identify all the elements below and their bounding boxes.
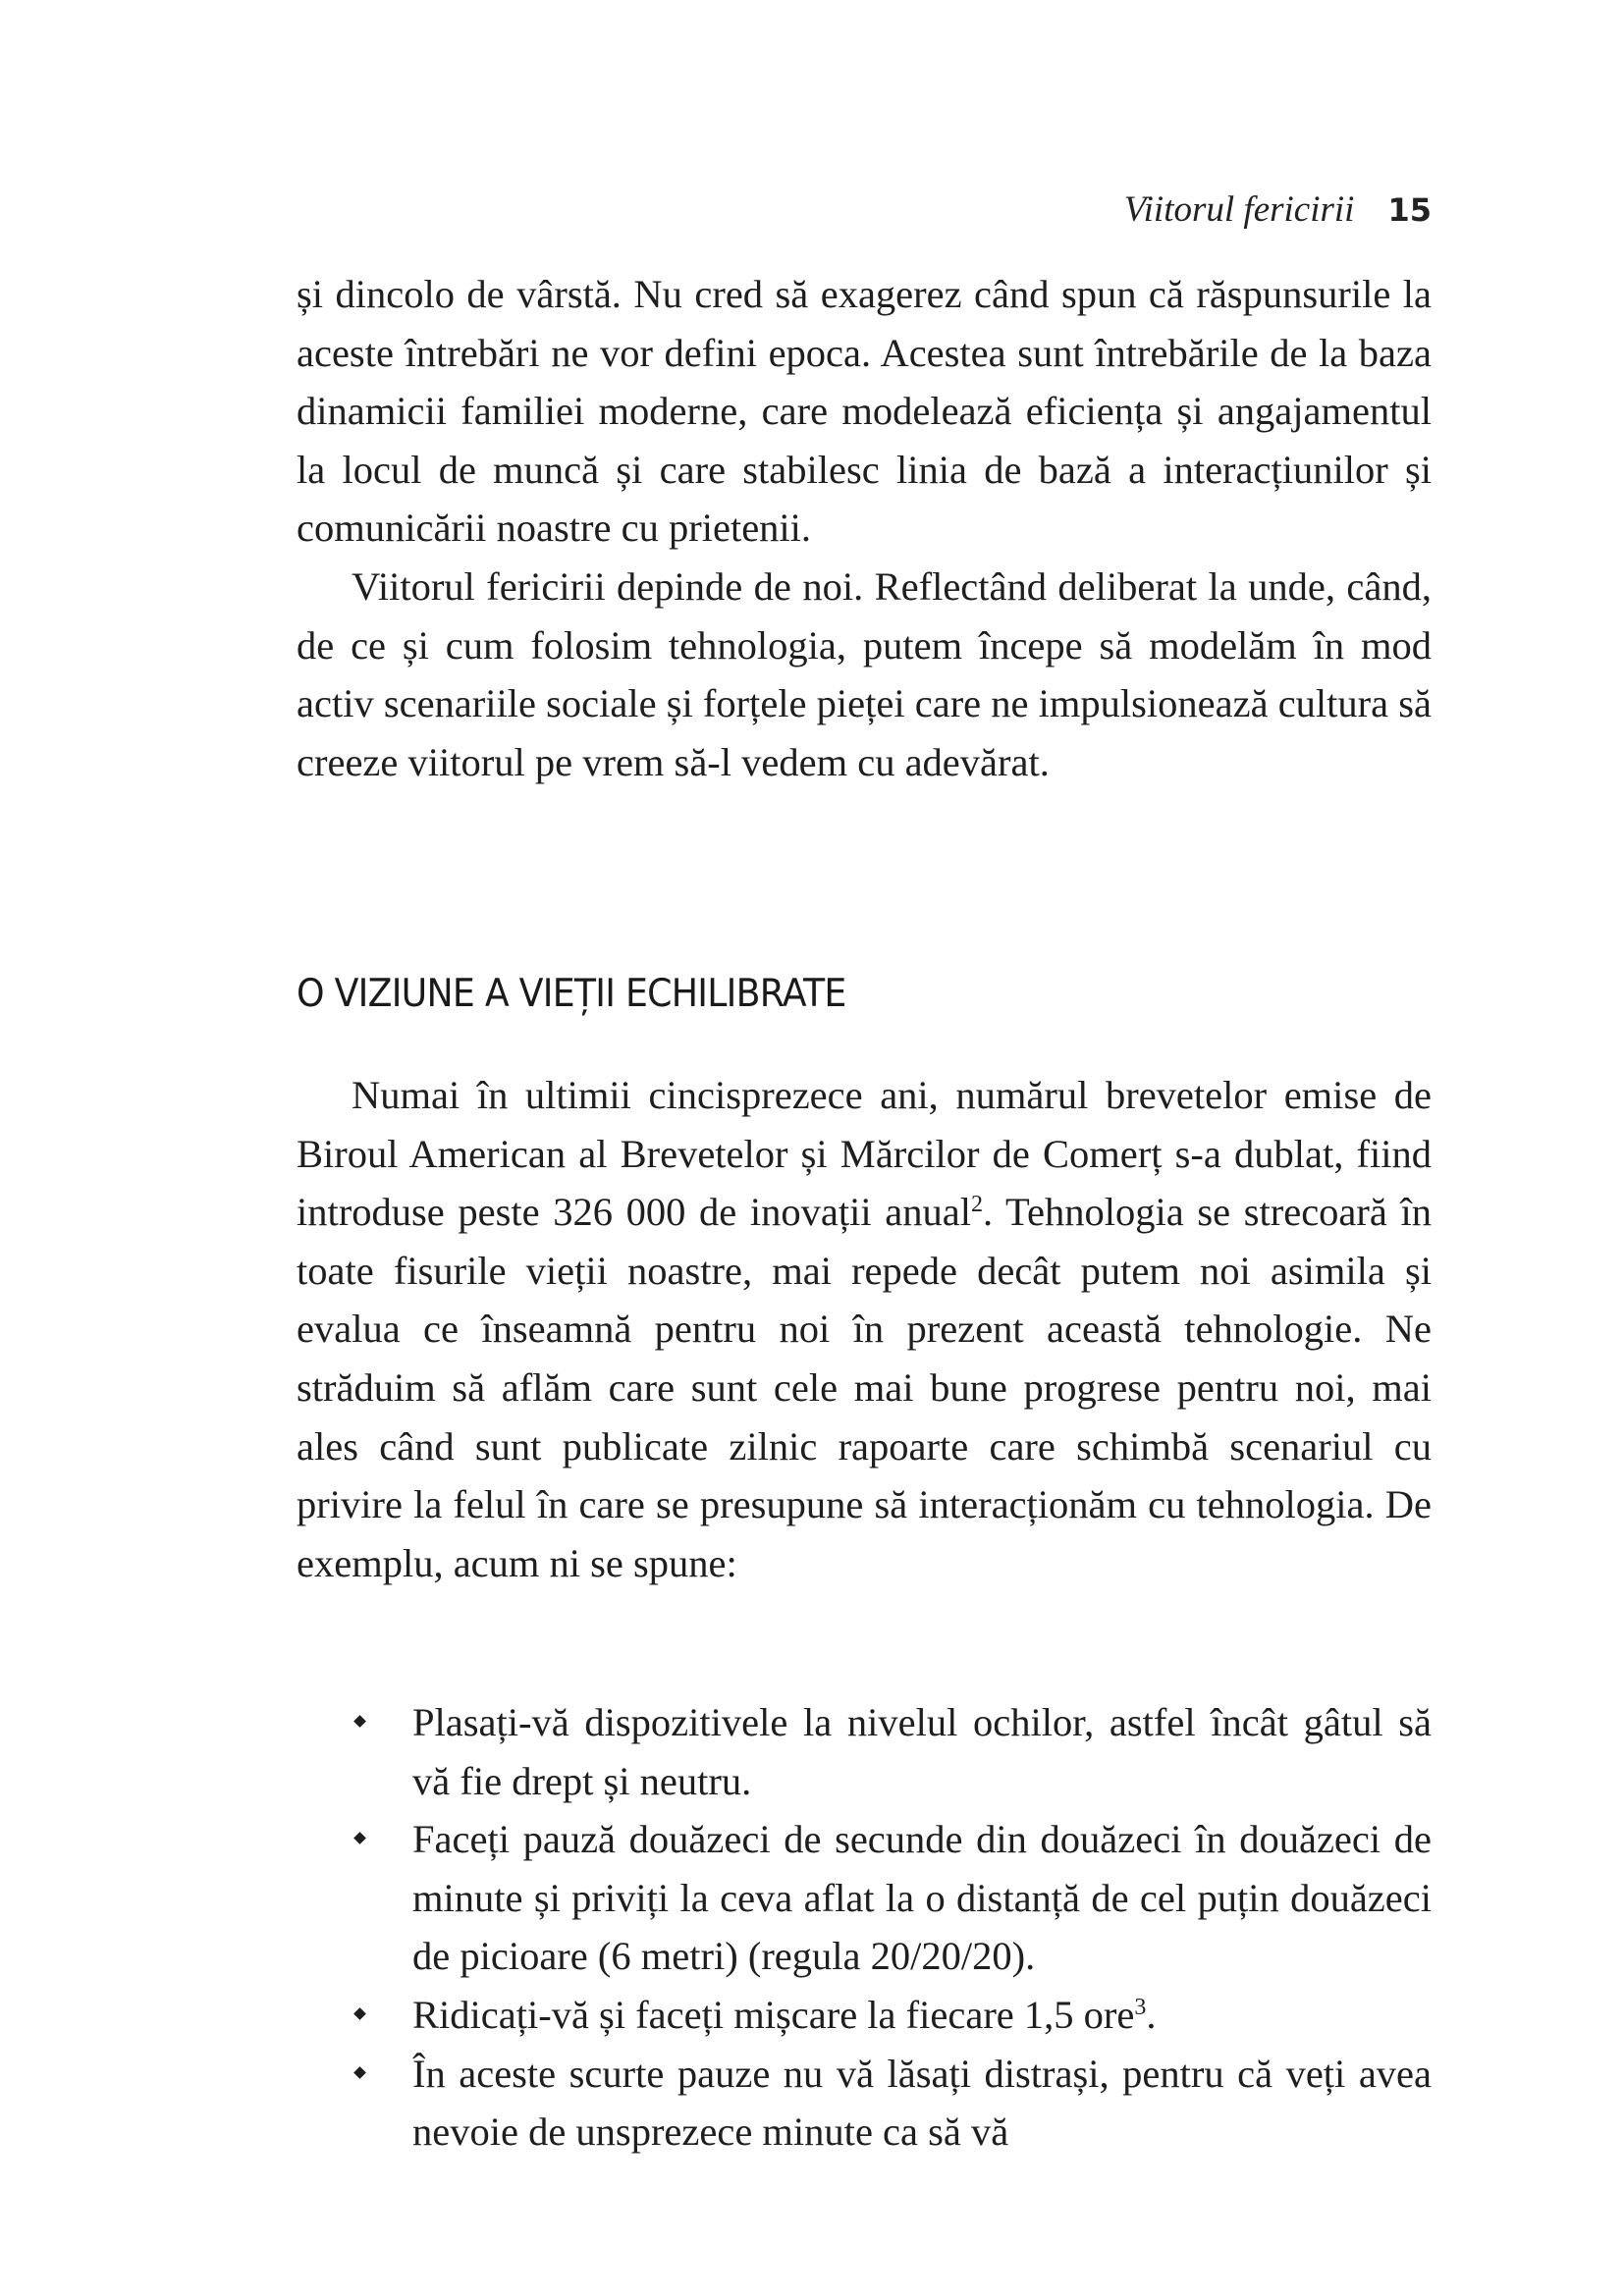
page-number: 15 [1387,191,1432,229]
diamond-bullet-icon [353,1832,366,1844]
diamond-bullet-icon [353,2007,366,2020]
diamond-bullet-icon [353,1715,366,1728]
diamond-bullet-icon [353,2066,366,2079]
list-item-text: Ridicați-vă și faceți mișcare la fiecare 1,5 ore [412,1992,1135,2037]
list-item-text-end: . [1146,1992,1157,2037]
paragraph-patents-part1: Numai în ultimii cincisprezece ani, numărul brevetelor emise de Biroul American al Brevetelor și Mărcilor de Comerț s-a dublat, fiind introduse peste 326 000 de inovații anual [297,1073,1432,1235]
list-item [297,1810,1432,1986]
list-item [297,2045,1432,2162]
footnote-ref-2[interactable]: 2 [971,1192,984,1218]
footnote-ref-3[interactable]: 3 [1134,1994,1147,2020]
list-item-text: Plasați-vă dispozitivele la nivelul ochilor, astfel încât gâtul să vă fie drept și neutru. [412,1700,1432,1803]
running-title: Viitorul fericirii [1123,189,1355,230]
paragraph-continuation: și dincolo de vârstă. Nu cred să exagerez când spun că răspunsurile la aceste întrebări ne vor defini epoca. Acestea sunt întrebările de la baza dinamicii familiei moderne, care modelează eficiența și angajamentul la locul de muncă și care stabilesc linia de bază a interacțiunilor și comunicării noastre cu prietenii. [297,272,1432,551]
recommendations-list [297,1693,1432,2162]
list-item [297,1986,1432,2045]
list-item-text: Faceți pauză douăzeci de secunde din douăzeci în douăzeci de minute și priviți la ceva aflat la o distanță de cel puțin douăzeci de picioare (6 metri) (regula 20/20/20). [412,1817,1432,1979]
paragraph-future-of-happiness: Viitorul fericirii depinde de noi. Reflectând deliberat la unde, când, de ce și cum folosim tehnologia, putem începe să modelăm în mod activ scenariile sociale și forțele pieței care ne impulsionează cultura să creeze viitorul pe vrem să-l vedem cu adevărat. [297,563,1432,784]
list-item [297,1693,1432,1810]
section-text-block [297,1066,1432,1592]
list-item-text: În aceste scurte pauze nu vă lăsați distrași, pentru că veți avea nevoie de unsprezece minute ca să vă [412,2051,1432,2155]
intro-text-block [297,265,1432,791]
paragraph-patents-part2: . Tehnologia se strecoară în toate fisurile vieții noastre, mai repede decât putem noi asimila și evalua ce înseamnă pentru noi în prezent această tehnologie. Ne străduim să aflăm care sunt cele mai bune progrese pentru noi, mai ales când sunt publicate zilnic rapoarte care schimbă scenariul cu privire la felul în care se presupune să interacționăm cu tehnologia. De exemplu, acum ni se spune: [297,1190,1433,1585]
running-header [1124,188,1432,231]
paragraph-patents [297,1066,1432,1592]
section-heading: O VIZIUNE A VIEȚII ECHILIBRATE [297,972,846,1016]
